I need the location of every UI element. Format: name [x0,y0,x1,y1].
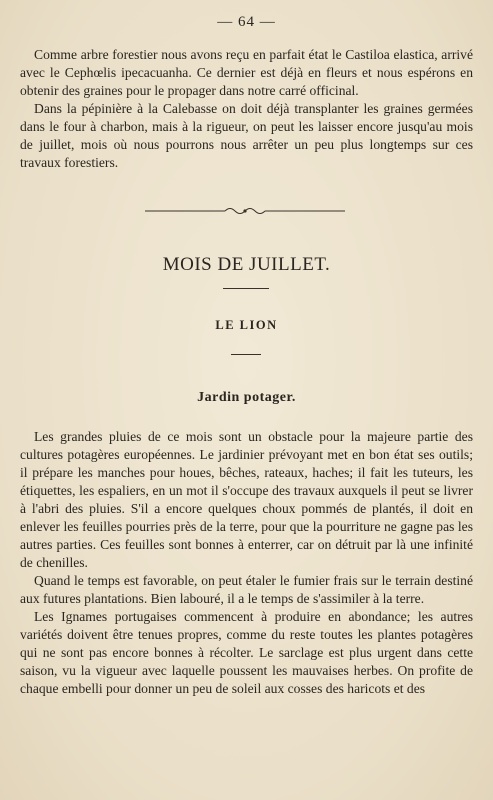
page-number: — 64 — [217,14,276,30]
section-heading: Jardin potager. [197,390,296,405]
zodiac-rule [231,354,261,355]
title-rule [223,288,269,289]
paragraph-pluies: Les grandes pluies de ce mois sont un obstacle pour la majeure partie des cultures potagères européennes. Le jardinier prévoyant met en bon état ses outils; il prépare les manches pour houes, bêches, rateaux, haches; il fait les tuteurs, les étiquettes, les espaliers, en un mot il s'occupe des travaux auxquels il peut se livrer à l'abri des pluies. S'il a encore quelques choux pommés de plantés, il doit en enlever les feuilles pourries près de la terre, pour que la pourriture ne gagne pas les autres parties. Ces feuilles sont bonnes à enterrer, car on détruit par là une infinité de chenilles. [20,429,473,570]
paragraph-castiloa: Comme arbre forestier nous avons reçu en parfait état le Castiloa elastica, arrivé avec le Cephœlis ipecacuanha. Ce dernier est déjà en fleurs et nous espérons en obtenir des graines pour le propager dans notre carré officinal. [20,47,473,98]
main-text-block [20,428,473,698]
zodiac-sign: LE LION [215,318,278,332]
paragraph-ignames: Les Ignames portugaises commencent à produire en abondance; les autres variétés doivent être tenues propres, comme du reste toutes les plantes potagères qui ne sont pas encore bonnes à récolter. Le sarclage est plus urgent dans cette saison, vu la vigueur avec laquelle poussent les mauvaises herbes. On profite de chaque embelli pour donner un peu de soleil aux cosses des haricots et des [20,609,473,696]
top-text-block [20,46,473,172]
month-title: MOIS DE JUILLET. [162,254,331,275]
paragraph-pepiniere: Dans la pépinière à la Calebasse on doit déjà transplanter les graines germées dans le four à charbon, mais à la rigueur, on peut les laisser encore jusqu'au mois de juillet, mois où nous pourrons nous arrêter un peu plus longtemps sur ces travaux forestiers. [20,101,473,170]
paragraph-fumier: Quand le temps est favorable, on peut étaler le fumier frais sur le terrain destiné aux futures plantations. Bien labouré, il a le temps de s'assimiler à la terre. [20,573,473,606]
ornamental-divider [145,206,345,216]
